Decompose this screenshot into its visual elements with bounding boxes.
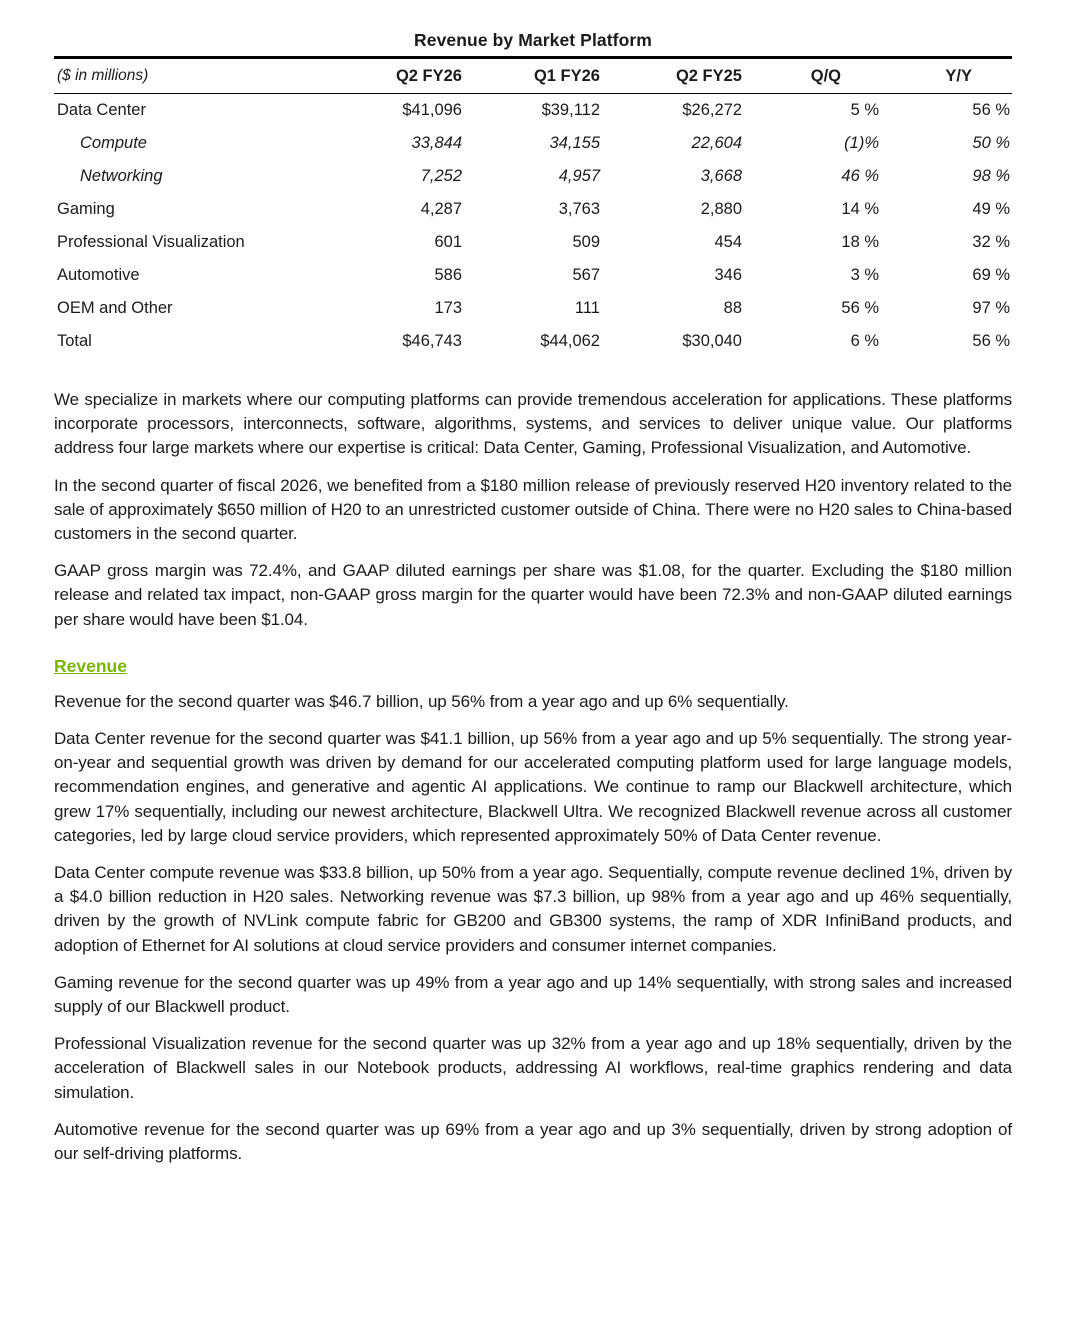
row-label: OEM and Other [57,299,173,317]
cell-q2fy25: 22,604 [691,134,742,152]
table-row-networking [54,160,1012,193]
paragraph-professional-visualization-revenue: Professional Visualization revenue for the second quarter was up 32% from a year ago and up 18% sequentially, driven by the acceleration of Blackwell sales in our Notebook products, addressing AI workflows, real-time graphics rendering and data simulation. [54,1034,1012,1102]
cell-q2fy26: 33,844 [411,134,462,152]
cell-yy: 32 % [972,233,1010,251]
revenue-section [54,656,1012,1166]
cell-q2fy25: $30,040 [682,332,742,350]
cell-q2fy26: $41,096 [402,101,462,119]
column-header-yy: Y/Y [945,66,972,85]
cell-qq: 46 % [841,167,879,185]
cell-yy: 56 % [972,101,1010,119]
cell-qq: 18 % [841,233,879,251]
table-row-professional-visualization [54,226,1012,259]
column-header-q1-fy26: Q1 FY26 [533,66,600,85]
column-header-q2-fy26: Q2 FY26 [395,66,462,85]
cell-q1fy26: 34,155 [549,134,600,152]
cell-yy: 97 % [972,299,1010,317]
paragraph-gaming-revenue: Gaming revenue for the second quarter was up 49% from a year ago and up 14% sequentially, with strong sales and increased supply of our Blackwell product. [54,972,1012,1017]
cell-yy: 50 % [972,134,1010,152]
row-label: Professional Visualization [57,233,245,251]
table-row-oem-and-other [54,292,1012,325]
intro-section [54,388,1012,632]
revenue-by-market-platform-table [54,30,1012,358]
cell-yy: 49 % [972,200,1010,218]
row-label: Gaming [57,200,115,218]
table-row-total [54,325,1012,358]
cell-qq: (1)% [844,134,879,152]
table-row-gaming [54,193,1012,226]
cell-q2fy26: 4,287 [420,200,462,218]
cell-yy: 56 % [972,332,1010,350]
column-header-q2-fy25: Q2 FY25 [675,66,742,85]
row-label: Data Center [57,101,146,119]
paragraph-compute-networking-revenue: Data Center compute revenue was $33.8 billion, up 50% from a year ago. Sequentially, compute revenue declined 1%, driven by a $4.0 billion reduction in H20 sales. Networking revenue was $7.3 billion, up 98% from a year ago and up 46% sequentially, driven by the growth of NVLink compute fabric for GB200 and GB300 systems, the ramp of XDR InfiniBand products, and adoption of Ethernet for AI solutions at cloud service providers and consumer internet companies. [54,863,1012,955]
cell-q1fy26: 111 [574,299,600,317]
table-row-data-center [54,94,1012,127]
paragraph-automotive-revenue: Automotive revenue for the second quarter was up 69% from a year ago and up 3% sequentially, driven by strong adoption of our self-driving platforms. [54,1119,1012,1164]
paragraph-total-revenue: Revenue for the second quarter was $46.7 billion, up 56% from a year ago and up 6% sequentially. [54,691,789,711]
cell-qq: 6 % [850,332,879,350]
cell-q2fy25: $26,272 [682,101,742,119]
cell-q1fy26: 509 [572,233,600,251]
cell-q2fy25: 88 [723,299,742,317]
cell-q2fy26: 173 [434,299,462,317]
table-row-automotive [54,259,1012,292]
cell-q1fy26: 3,763 [558,200,600,218]
cell-q1fy26: 567 [572,266,600,284]
paragraph-h20-inventory: In the second quarter of fiscal 2026, we benefited from a $180 million release of previously reserved H20 inventory related to the sale of approximately $650 million of H20 to an unrestricted customer outside of China. There were no H20 sales to China-based customers in the second quarter. [54,475,1012,544]
cell-qq: 5 % [850,101,879,119]
cell-q2fy25: 3,668 [700,167,742,185]
cell-q2fy26: 601 [434,233,462,251]
row-label: Automotive [57,266,140,284]
cell-q1fy26: $39,112 [541,101,600,119]
table-title: Revenue by Market Platform [414,30,652,50]
cell-q2fy25: 2,880 [700,200,742,218]
cell-qq: 56 % [841,299,879,317]
cell-q2fy25: 454 [714,233,742,251]
cell-yy: 69 % [972,266,1010,284]
cell-q2fy26: 586 [434,266,462,284]
cell-q1fy26: 4,957 [558,167,600,185]
row-label: Total [57,332,92,350]
table-unit-note: ($ in millions) [57,67,149,84]
paragraph-markets-overview: We specialize in markets where our computing platforms can provide tremendous acceleration for applications. These platforms incorporate processors, interconnects, software, algorithms, systems, and services to deliver unique value. Our platforms address four large markets where our expertise is critical: Data Center, Gaming, Professional Visualization, and Automotive. [54,390,1012,458]
cell-q1fy26: $44,062 [540,332,600,350]
cell-q2fy26: $46,743 [402,332,462,350]
row-label: Networking [80,167,163,185]
row-label: Compute [80,134,147,152]
table-row-compute [54,127,1012,160]
revenue-heading: Revenue [54,655,127,676]
cell-yy: 98 % [972,167,1010,185]
cell-q2fy26: 7,252 [420,167,462,185]
cell-qq: 14 % [841,200,879,218]
table-header-row [54,59,1012,93]
column-header-qq: Q/Q [810,66,841,85]
cell-q2fy25: 346 [714,266,742,284]
paragraph-gaap-margin: GAAP gross margin was 72.4%, and GAAP diluted earnings per share was $1.08, for the quarter. Excluding the $180 million release and related tax impact, non-GAAP gross margin for the quarter would have been 72.3% and non-GAAP diluted earnings per share would have been $1.04. [54,561,1012,629]
cell-qq: 3 % [850,266,879,284]
paragraph-data-center-revenue: Data Center revenue for the second quarter was $41.1 billion, up 56% from a year ago and up 5% sequentially. The strong year-on-year and sequential growth was driven by demand for our accelerated computing platform used for large language models, recommendation engines, and generative and agentic AI applications. We continue to ramp our Blackwell architecture, which grew 17% sequentially, including our newest architecture, Blackwell Ultra. We recognized Blackwell revenue across all customer categories, led by large cloud service providers, which represented approximately 50% of Data Center revenue. [54,729,1012,845]
